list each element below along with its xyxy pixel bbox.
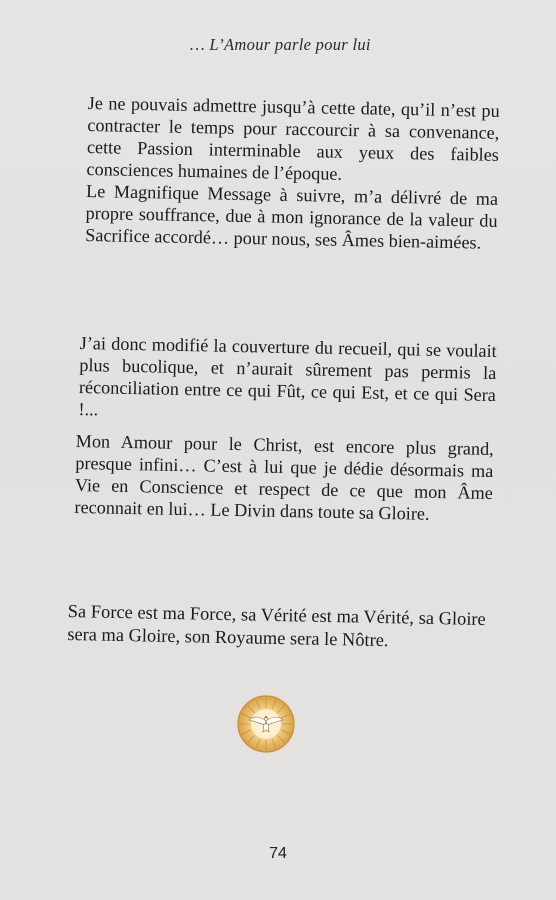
paragraph-1: Je ne pouvais admettre jusqu’à cette date, qu’il n’est pu contracter le temps pour raccourcir à sa convenance, cette Passion interminable aux yeux des faibles consciences humaines de l’époque.: [86, 92, 500, 184]
text-block-4: [67, 600, 486, 654]
paragraph-4: Mon Amour pour le Christ, est encore plus grand, presque infini… C’est à lui que je dédie désormais ma Vie en Conscience et respect de ce que mon Âme reconnait en lui… Le Divin dans toute sa Gloire.: [74, 430, 494, 524]
text-block-2: [78, 332, 497, 428]
dove-holy-spirit-icon: [236, 694, 296, 754]
paragraph-5: Sa Force est ma Force, sa Vérité est ma Vérité, sa Gloire sera ma Gloire, son Royaume sera le Nôtre.: [67, 600, 486, 651]
paragraph-2: Le Magnifique Message à suivre, m’a délivré de ma propre souffrance, due à mon ignorance de la valeur du Sacrifice accordé… pour nous, ses Âmes bien-aimées.: [85, 180, 499, 253]
paragraph-3: J’ai donc modifié la couverture du recueil, qui se voulait plus bucolique, et n’aurait sûrement pas permis la réconciliation entre ce qui Fût, ce qui Est, et ce qui Sera !...: [78, 332, 497, 420]
page-number: 74: [269, 845, 287, 862]
text-block-1: [85, 92, 500, 254]
text-block-3: [74, 430, 494, 526]
running-head: … L’Amour parle pour lui: [190, 35, 371, 54]
